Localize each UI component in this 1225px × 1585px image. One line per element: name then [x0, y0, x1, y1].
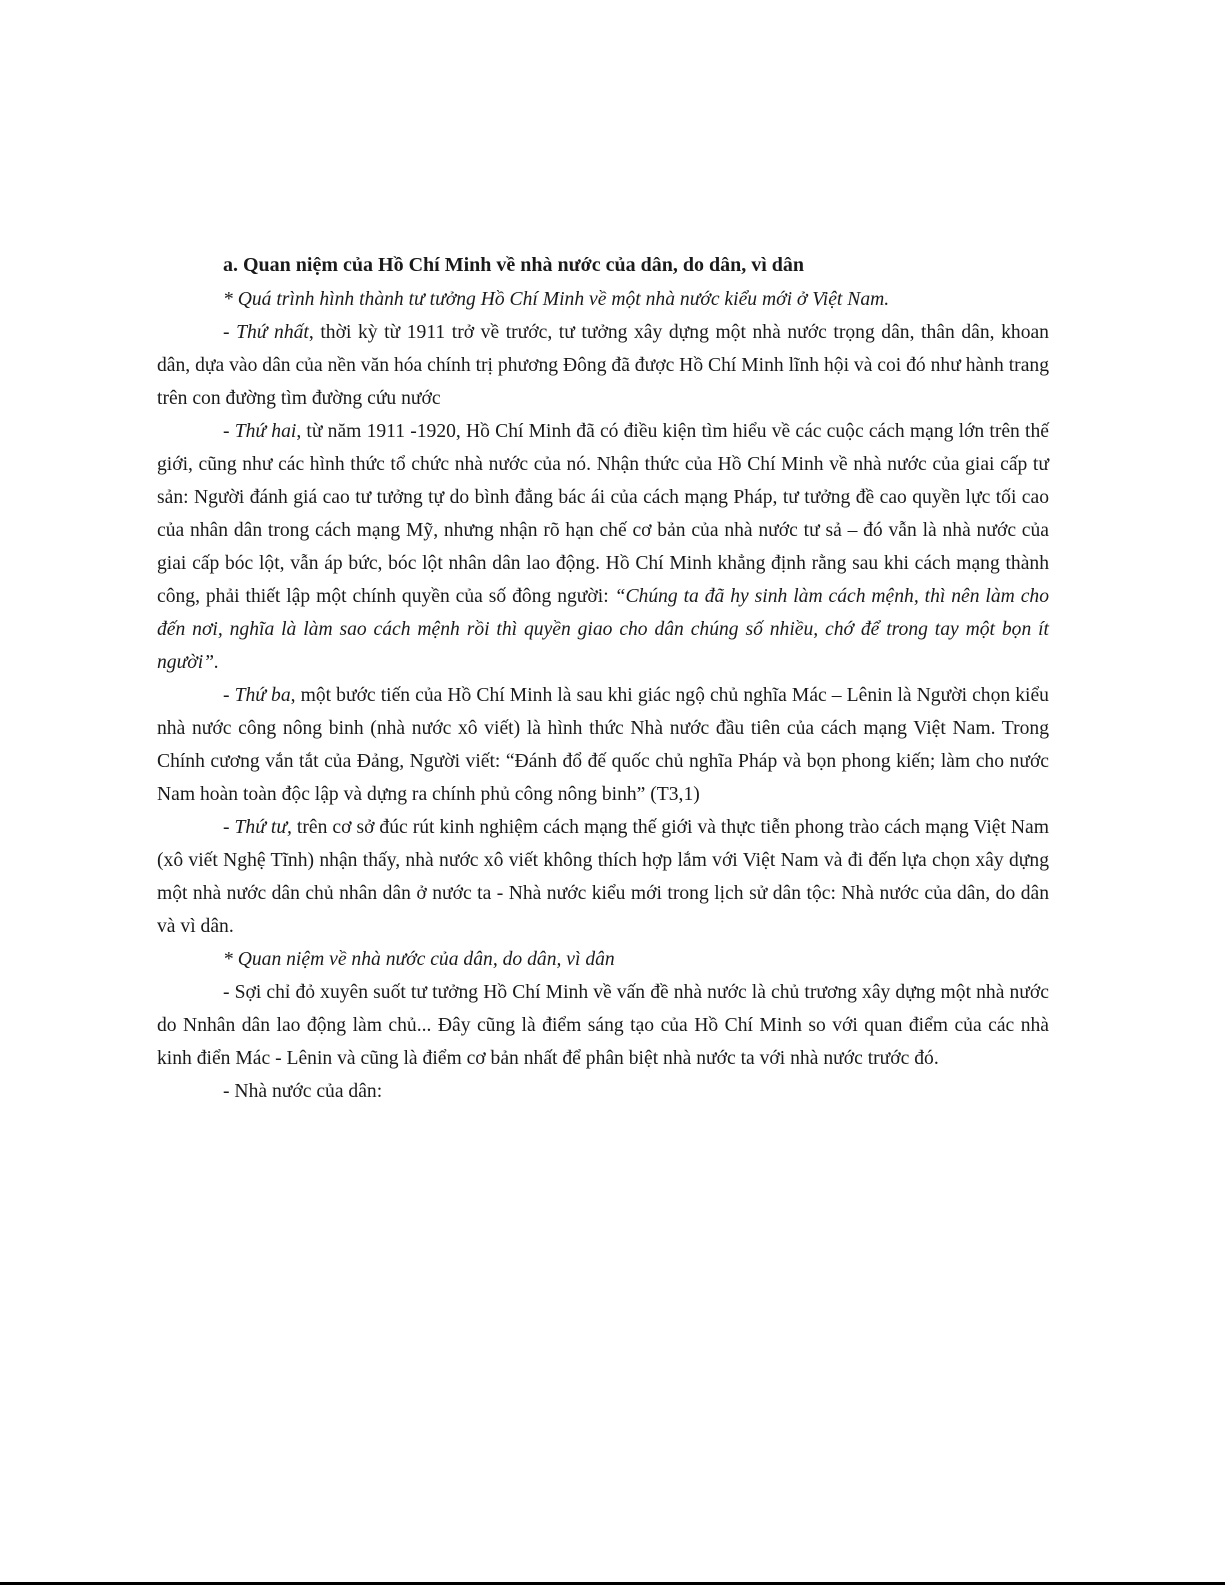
paragraph-fourth-text: trên cơ sở đúc rút kinh nghiệm cách mạng thế giới và thực tiễn phong trào cách mạng Việt Nam (xô viết Nghệ Tĩnh) nhận thấy, nhà nước xô viết không thích hợp lắm với Việt Nam và đi đến lựa chọn xây dựng một nhà nước dân chủ nhân dân ở nước ta - Nhà nước kiểu mới trong lịch sử dân tộc: Nhà nước của dân, do dân và vì dân.	[157, 817, 1049, 937]
paragraph-first-lead: -	[223, 322, 237, 343]
paragraph-first-label: Thứ nhất	[236, 322, 309, 343]
subheading-concept: * Quan niệm về nhà nước của dân, do dân, vì dân	[223, 949, 615, 970]
document-body	[157, 249, 1049, 1108]
paragraph-third	[157, 679, 1049, 811]
paragraph-first	[157, 316, 1049, 415]
paragraph-state-of-people: - Nhà nước của dân:	[223, 1081, 383, 1102]
paragraph-third-text: , một bước tiến của Hồ Chí Minh là sau khi giác ngộ chủ nghĩa Mác – Lênin là Người chọn kiểu nhà nước công nông binh (nhà nước xô viết) là hình thức Nhà nước đầu tiên của cách mạng Việt Nam. Trong Chính cương vắn tắt của Đảng, Người viết: “Đánh đổ đế quốc chủ nghĩa Pháp và bọn phong kiến; làm cho nước Nam hoàn toàn độc lập và dựng ra chính phủ công nông binh” (T3,1)	[157, 685, 1049, 805]
paragraph-second-label: Thứ hai	[234, 421, 297, 442]
paragraph-fourth	[157, 811, 1049, 943]
paragraph-fourth-lead: -	[223, 817, 235, 838]
section-heading: a. Quan niệm của Hồ Chí Minh về nhà nước của dân, do dân, vì dân	[223, 254, 804, 276]
paragraph-second-text: , từ năm 1911 -1920, Hồ Chí Minh đã có điều kiện tìm hiểu về các cuộc cách mạng lớn trên thế giới, cũng như các hình thức tổ chức nhà nước của nó. Nhận thức của Hồ Chí Minh về nhà nước của giai cấp tư sản: Người đánh giá cao tư tưởng tự do bình đẳng bác ái của cách mạng Pháp, tư tưởng đề cao quyền lực tối cao của nhân dân trong cách mạng Mỹ, nhưng nhận rõ hạn chế cơ bản của nhà nước tư sả – đó vẫn là nhà nước của giai cấp bóc lột, vẫn áp bức, bóc lột nhân dân lao động. Hồ Chí Minh khẳng định rằng sau khi cách mạng thành công, phải thiết lập một chính quyền của số đông người:	[157, 421, 1049, 607]
paragraph-third-lead: -	[223, 685, 235, 706]
paragraph-first-text: , thời kỳ từ 1911 trở về trước, tư tưởng xây dựng một nhà nước trọng dân, thân dân, khoan dân, dựa vào dân của nền văn hóa chính trị phương Đông đã được Hồ Chí Minh lĩnh hội và coi đó như hành trang trên con đường tìm đường cứu nước	[157, 322, 1049, 409]
paragraph-second-lead: -	[223, 421, 235, 442]
paragraph-third-label: Thứ ba	[234, 685, 291, 706]
paragraph-red-thread: - Sợi chỉ đỏ xuyên suốt tư tưởng Hồ Chí Minh về vấn đề nhà nước là chủ trương xây dựng một nhà nước do Nnhân dân lao động làm chủ... Đây cũng là điểm sáng tạo của Hồ Chí Minh so với quan điểm của các nhà kinh điển Mác - Lênin và cũng là điểm cơ bản nhất để phân biệt nhà nước ta với nhà nước trước đó.	[157, 982, 1049, 1069]
paragraph-second-quote: “Chúng ta đã hy sinh làm cách mệnh, thì nên làm cho đến nơi, nghĩa là làm sao cách mệnh rồi thì quyền giao cho dân chúng số nhiều, chớ để trong tay một bọn ít người”.	[157, 586, 1049, 673]
paragraph-second	[157, 415, 1049, 679]
subheading-formation: * Quá trình hình thành tư tưởng Hồ Chí Minh về một nhà nước kiểu mới ở Việt Nam.	[223, 289, 890, 310]
paragraph-fourth-label: Thứ tư,	[234, 817, 292, 838]
